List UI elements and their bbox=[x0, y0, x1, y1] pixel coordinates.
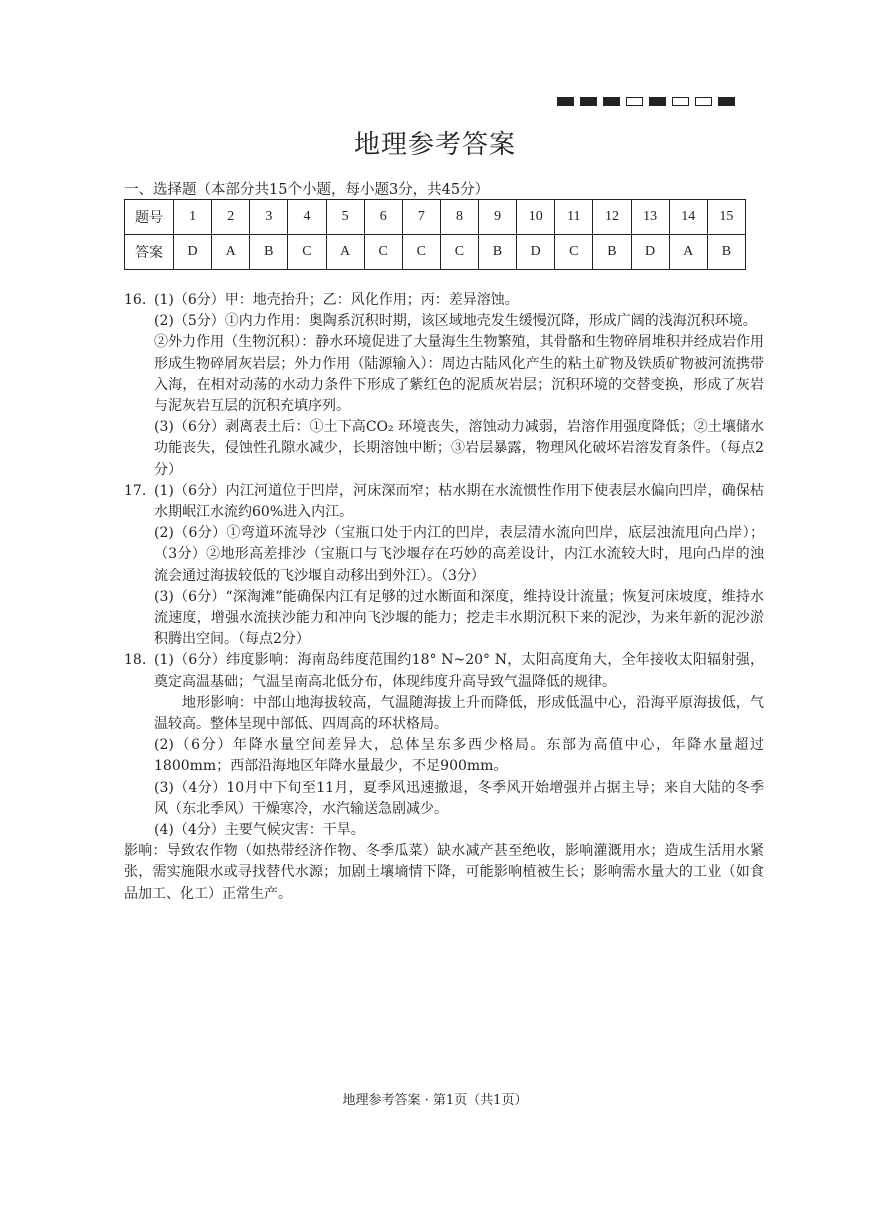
table-cell: C bbox=[364, 235, 402, 270]
table-cell: 8 bbox=[440, 200, 478, 235]
table-cell: 6 bbox=[364, 200, 402, 235]
row-label-answer: 答案 bbox=[125, 235, 174, 270]
table-cell: B bbox=[707, 235, 745, 270]
mark-square bbox=[557, 97, 574, 106]
page-title: 地理参考答案 bbox=[353, 130, 516, 160]
answer-content bbox=[124, 290, 764, 905]
answer-line: (3)（6分）剥离表土后：①土下高CO₂ 环境丧失，溶蚀动力减弱，岩溶作用强度降低；②土壤储水功能丧失，侵蚀性孔隙水减少，长期溶蚀中断；③岩层暴露，物理风化破坏岩溶发育条件。（每点2分） bbox=[154, 419, 764, 478]
table-cell: A bbox=[669, 235, 707, 270]
table-cell: C bbox=[555, 235, 593, 270]
table-cell: A bbox=[212, 235, 250, 270]
answer-line: ②外力作用（生物沉积）：静水环境促进了大量海生生物繁殖，其骨骼和生物碎屑堆积并经成岩作用形成生物碎屑灰岩层；外力作用（陆源输入）：周边古陆风化产生的粘土矿物及铁质矿物被河流携带入海，在相对动荡的水动力条件下形成了紫红色的泥质灰岩层；沉积环境的交替变换，形成了灰岩与泥灰岩互层的沉积充填序列。 bbox=[154, 334, 764, 415]
table-cell: 12 bbox=[593, 200, 631, 235]
table-cell: C bbox=[440, 235, 478, 270]
barcode-marks bbox=[557, 97, 735, 106]
answer-line: (3)（4分）10月中下旬至11月，夏季风迅速撤退，冬季风开始增强并占据主导；来自大陆的冬季风（东北季风）干燥寒冷，水汽输送急剧减少。 bbox=[154, 779, 764, 817]
question-body bbox=[154, 290, 764, 481]
table-cell: D bbox=[517, 235, 555, 270]
answer-line: (1)（6分）内江河道位于凹岸，河床深而窄；枯水期在水流惯性作用下使表层水偏向凹岸，确保枯水期岷江水流约60%进入内江。 bbox=[154, 482, 764, 521]
section-heading: 一、选择题（本部分共15个小题，每小题3分，共45分） bbox=[124, 182, 490, 198]
table-cell: 1 bbox=[174, 200, 212, 235]
table-row-answers bbox=[125, 235, 746, 270]
mark-square bbox=[649, 97, 666, 106]
table-cell: B bbox=[593, 235, 631, 270]
answer-line: (2)（5分）①内力作用：奥陶系沉积时期，该区域地壳发生缓慢沉降，形成广阔的浅海沉积环境。 bbox=[154, 313, 757, 330]
question-17 bbox=[124, 481, 764, 651]
table-cell: 10 bbox=[517, 200, 555, 235]
question-number: 16. bbox=[124, 292, 147, 308]
question-body bbox=[154, 481, 764, 651]
answer-line: (4)（4分）主要气候灾害：干旱。 bbox=[154, 822, 365, 839]
table-row-numbers bbox=[125, 200, 746, 235]
table-cell: D bbox=[174, 235, 212, 270]
table-cell: 3 bbox=[250, 200, 288, 235]
answer-line: 地形影响：中部山地海拔较高，气温随海拔上升而降低，形成低温中心，沿海平原海拔低，气温较高。整体呈现中部低、四周高的环状格局。 bbox=[154, 694, 764, 733]
answer-line: (1)（6分）纬度影响：海南岛纬度范围约18° N~20° N，太阳高度角大，全年接收太阳辐射强，奠定高温基础；气温呈南高北低分布，体现纬度升高导致气温降低的规律。 bbox=[154, 652, 764, 690]
mark-square bbox=[695, 97, 712, 106]
answer-line: (1)（6分）甲：地壳抬升；乙：风化作用；丙：差异溶蚀。 bbox=[154, 292, 519, 308]
row-label-number: 题号 bbox=[125, 200, 174, 235]
answer-line: (2)（6分）①弯道环流导沙（宝瓶口处于内江的凹岸，表层清水流向凹岸，底层浊流甩向凸岸）；（3分）②地形高差排沙（宝瓶口与飞沙堰存在巧妙的高差设计，内江水流较大时，甩向凸岸的浊流会通过海拔较低的飞沙堰自动移出到外江）。（3分） bbox=[154, 525, 764, 584]
table-cell: 7 bbox=[402, 200, 440, 235]
page-footer: 地理参考答案 · 第1页（共1页） bbox=[342, 1093, 528, 1108]
mark-square bbox=[580, 97, 597, 106]
table-cell: B bbox=[250, 235, 288, 270]
mark-square bbox=[672, 97, 689, 106]
answer-line: (3)（6分）“深淘滩”能确保内江有足够的过水断面和深度，维持设计流量；恢复河床坡度，维持水流速度，增强水流挟沙能力和冲向飞沙堰的能力；挖走丰水期沉积下来的泥沙，为来年新的泥沙淤积腾出空间。（每点2分） bbox=[154, 588, 764, 648]
table-cell: C bbox=[402, 235, 440, 270]
question-body bbox=[154, 650, 764, 841]
table-cell: 15 bbox=[707, 200, 745, 235]
table-cell: C bbox=[288, 235, 326, 270]
table-cell: 9 bbox=[479, 200, 517, 235]
answer-table bbox=[124, 199, 746, 270]
table-cell: 11 bbox=[555, 200, 593, 235]
mark-square bbox=[603, 97, 620, 106]
question-16 bbox=[124, 290, 764, 481]
table-cell: 5 bbox=[326, 200, 364, 235]
table-cell: 13 bbox=[631, 200, 669, 235]
question-18 bbox=[124, 650, 764, 841]
table-cell: B bbox=[479, 235, 517, 270]
table-cell: 2 bbox=[212, 200, 250, 235]
question-number: 18. bbox=[124, 652, 147, 669]
answer-line: (2)（6分）年降水量空间差异大，总体呈东多西少格局。东部为高值中心，年降水量超过1800mm；西部沿海地区年降水量最少，不足900mm。 bbox=[154, 737, 764, 775]
table-cell: 4 bbox=[288, 200, 326, 235]
table-cell: A bbox=[326, 235, 364, 270]
mark-square bbox=[626, 97, 643, 106]
table-cell: 14 bbox=[669, 200, 707, 235]
table-cell: D bbox=[631, 235, 669, 270]
impact-paragraph: 影响：导致农作物（如热带经济作物、冬季瓜菜）缺水减产甚至绝收，影响灌溉用水；造成生活用水紧张，需实施限水或寻找替代水源；加剧土壤墒情下降，可能影响植被生长；影响需水量大的工业（如食品加工、化工）正常生产。 bbox=[124, 843, 764, 902]
mark-square bbox=[718, 97, 735, 106]
question-number: 17. bbox=[124, 482, 147, 499]
